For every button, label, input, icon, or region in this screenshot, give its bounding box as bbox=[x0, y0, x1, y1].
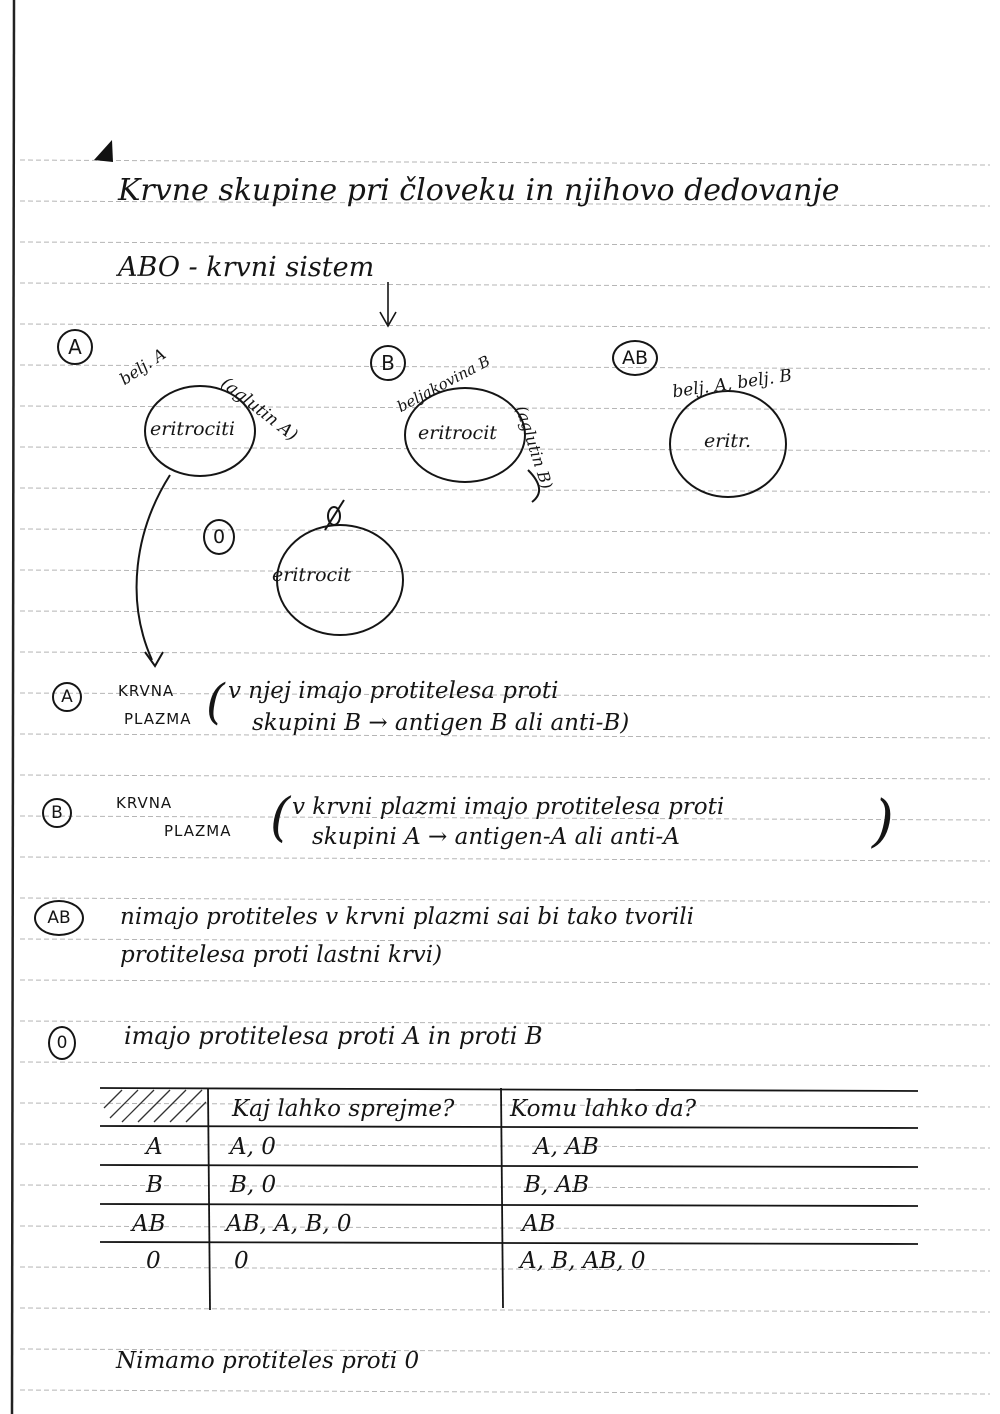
group-a-circle bbox=[57, 329, 93, 365]
group-0-label: 0 bbox=[212, 526, 226, 548]
note-0-circle bbox=[48, 1026, 76, 1060]
group-a-label: A bbox=[68, 335, 82, 359]
plasma-a-paren: ( bbox=[206, 674, 225, 730]
group-0-circle bbox=[203, 519, 235, 555]
table-row-a-give: A, AB bbox=[534, 1134, 599, 1160]
table-row-ab-receive: AB, A, B, 0 bbox=[226, 1211, 352, 1237]
group-a-antigen: belj. A bbox=[115, 344, 170, 389]
note-ab-line-2: protitelesa proti lastni krvi) bbox=[120, 942, 443, 968]
plasma-b-line-1: v krvni plazmi imajo protitelesa proti bbox=[292, 794, 725, 820]
plasma-b-label: B bbox=[51, 803, 63, 823]
table-row-b-receive: B, 0 bbox=[230, 1172, 277, 1198]
table-row-0-receive: 0 bbox=[234, 1248, 249, 1274]
note-ab-line-1: nimajo protiteles v krvni plazmi sai bi tako tvorili bbox=[120, 904, 694, 930]
plasma-a-line-1: v njej imajo protitelesa proti bbox=[228, 678, 559, 704]
table-row-0-give: A, B, AB, 0 bbox=[520, 1248, 646, 1274]
group-0-cell-label: eritrocit bbox=[272, 564, 351, 586]
plasma-a-label: A bbox=[61, 687, 73, 707]
group-ab-label: AB bbox=[621, 347, 649, 369]
table-row-ab-give: AB bbox=[522, 1211, 556, 1237]
group-ab-cell-label: eritr. bbox=[704, 430, 752, 452]
plasma-b-paren-open: ( bbox=[270, 788, 291, 848]
plasma-a-circle bbox=[52, 682, 82, 712]
group-b-agglutinin: (aglutin B) bbox=[511, 403, 557, 492]
group-b-antigen: beljakovina B bbox=[394, 351, 494, 416]
plasma-b-caps-2: PLAZMA bbox=[164, 822, 232, 840]
plasma-b-circle bbox=[42, 798, 72, 828]
footer-note: Nimamo protiteles proti 0 bbox=[116, 1348, 420, 1374]
group-ab-antigen: belj. A, belj. B bbox=[671, 365, 794, 403]
table-row-a-receive: A, 0 bbox=[230, 1134, 276, 1160]
plasma-a-line-2: skupini B → antigen B ali anti-B) bbox=[252, 710, 630, 736]
note-ab-label: AB bbox=[47, 908, 71, 928]
group-a-cell-label: eritrociti bbox=[150, 418, 235, 440]
table-row-ab-group: AB bbox=[132, 1211, 166, 1237]
plasma-b-paren-close: ) bbox=[872, 789, 894, 854]
plasma-a-caps-1: KRVNA bbox=[118, 682, 175, 700]
plasma-a-caps-2: PLAZMA bbox=[124, 710, 192, 728]
note-ab-circle bbox=[34, 900, 84, 936]
page-title: Krvne skupine pri človeku in njihovo dedovanje bbox=[118, 173, 840, 208]
group-ab-circle bbox=[612, 340, 658, 376]
note-0-label: 0 bbox=[56, 1033, 68, 1053]
note-0-text: imajo protitelesa proti A in proti B bbox=[124, 1022, 543, 1050]
group-a-agglutinin: (aglutin A) bbox=[216, 373, 302, 446]
table-row-b-group: B bbox=[146, 1172, 163, 1198]
table-header-give: Komu lahko da? bbox=[510, 1096, 697, 1122]
plasma-b-caps-1: KRVNA bbox=[116, 794, 173, 812]
group-b-circle bbox=[370, 345, 406, 381]
group-b-cell-label: eritrocit bbox=[418, 422, 497, 444]
group-b-label: B bbox=[381, 351, 395, 375]
table-header-receive: Kaj lahko sprejme? bbox=[232, 1096, 455, 1122]
table-row-b-give: B, AB bbox=[524, 1172, 590, 1198]
system-heading: ABO - krvni sistem bbox=[118, 252, 375, 283]
table-row-0-group: 0 bbox=[146, 1248, 161, 1274]
table-row-a-group: A bbox=[146, 1134, 163, 1160]
plasma-b-line-2: skupini A → antigen-A ali anti-A bbox=[312, 824, 680, 850]
